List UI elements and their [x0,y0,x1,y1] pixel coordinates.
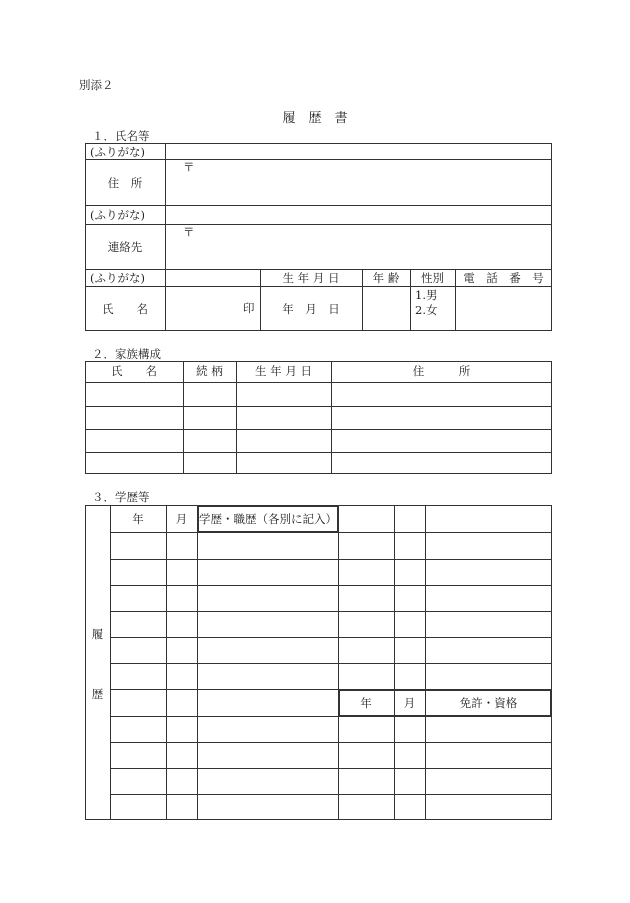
history-col-year: 年 [132,512,144,526]
page-title: 履 歴 書 [282,111,348,126]
section2-heading: ２．家族構成 [92,347,161,361]
sex-option-male: 1.男 [415,288,438,302]
seal-mark: 印 [243,301,255,315]
license-col-month: 月 [403,696,416,710]
license-col-year: 年 [360,696,372,710]
family-col-relation: 続 柄 [196,363,223,378]
history-col-entry: 学歴・職歴（各別に記入） [199,512,337,526]
section3-heading: ３．学歴等 [92,490,150,504]
family-col-name: 氏 名 [111,363,157,378]
postal-mark-address: 〒 [183,160,195,174]
section1-heading: １．氏名等 [92,129,150,143]
address-label: 住 所 [107,175,143,190]
name-label: 氏 名 [102,302,148,316]
sex-header: 性別 [421,271,444,285]
family-col-address: 住 所 [412,363,471,378]
family-col-birthdate: 生 年 月 日 [255,363,312,378]
birth-date-header: 生 年 月 日 [282,271,340,285]
attachment-label: 別添２ [79,78,114,92]
furigana-label-address: (ふりがな) [90,144,145,159]
history-side-label-1: 履 [91,627,104,641]
license-col-qualification: 免許・資格 [459,696,518,710]
contact-label: 連絡先 [107,240,143,254]
furigana-label-contact: (ふりがな) [90,208,145,222]
birth-date-value: 年 月 日 [282,302,340,316]
age-header: 年 齢 [372,271,400,285]
furigana-label-name: (ふりがな) [90,271,145,285]
sex-option-female: 2.女 [415,303,438,317]
phone-header: 電 話 番 号 [463,271,544,285]
history-side-label-2: 歴 [91,687,104,701]
history-col-month: 月 [175,512,188,526]
postal-mark-contact: 〒 [183,225,195,239]
